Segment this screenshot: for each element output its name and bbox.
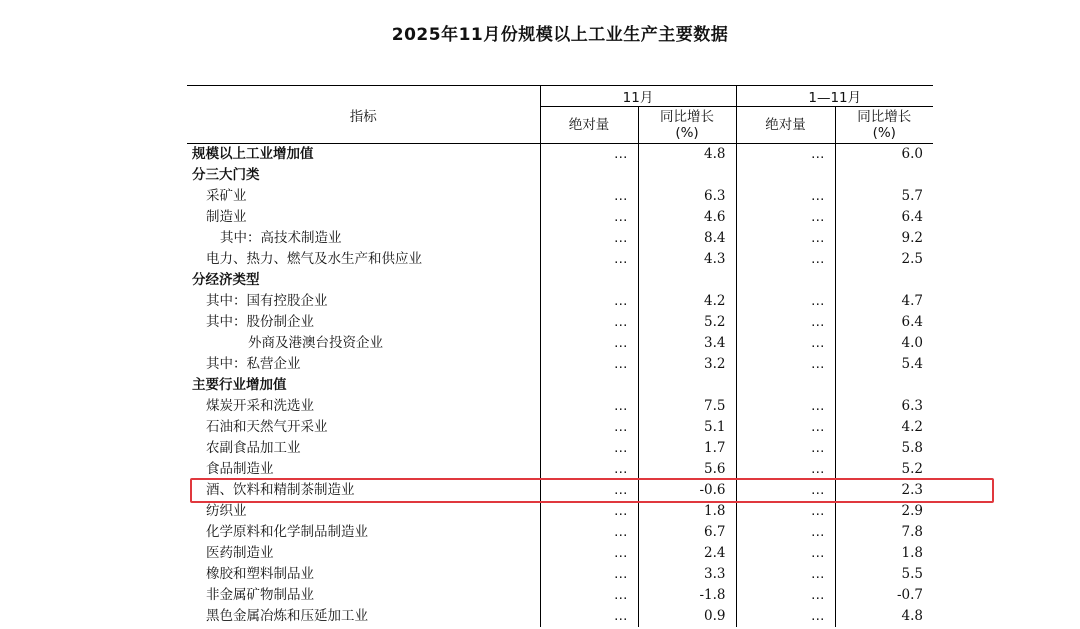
cell-abs-month: … xyxy=(540,501,638,522)
row-label: 农副食品加工业 xyxy=(206,440,301,456)
table-row xyxy=(187,354,933,375)
header-abs-ytd: 绝对量 xyxy=(736,107,835,144)
table-row xyxy=(187,207,933,228)
cell-abs-ytd: … xyxy=(736,543,835,564)
cell-abs-month xyxy=(540,375,638,396)
row-label: 非金属矿物制品业 xyxy=(206,587,314,603)
header-yoy-ytd xyxy=(835,107,933,144)
cell-yoy-month: 3.3 xyxy=(638,564,736,585)
cell-yoy-ytd: 2.9 xyxy=(835,501,933,522)
header-abs-month: 绝对量 xyxy=(540,107,638,144)
cell-abs-month: … xyxy=(540,459,638,480)
table-row xyxy=(187,333,933,354)
cell-abs-ytd: … xyxy=(736,417,835,438)
row-label: 其中：高技术制造业 xyxy=(220,230,342,246)
cell-abs-ytd: … xyxy=(736,291,835,312)
row-label: 化学原料和化学制品制造业 xyxy=(206,524,368,540)
header-period-ytd: 1—11月 xyxy=(736,86,933,107)
row-label: 橡胶和塑料制品业 xyxy=(206,566,314,582)
cell-yoy-ytd: 5.4 xyxy=(835,354,933,375)
row-label: 采矿业 xyxy=(206,188,247,204)
header-yoy-label: 同比增长 xyxy=(660,109,714,125)
table-row xyxy=(187,375,933,396)
row-label: 分三大门类 xyxy=(192,167,260,183)
table-row xyxy=(187,249,933,270)
header-indicator: 指标 xyxy=(187,86,540,144)
cell-abs-month: … xyxy=(540,144,638,166)
cell-yoy-month: 6.7 xyxy=(638,522,736,543)
cell-abs-ytd: … xyxy=(736,585,835,606)
row-label: 纺织业 xyxy=(206,503,247,519)
cell-yoy-ytd: 6.4 xyxy=(835,207,933,228)
cell-abs-ytd: … xyxy=(736,396,835,417)
row-label: 制造业 xyxy=(206,209,247,225)
cell-yoy-month: 4.6 xyxy=(638,207,736,228)
cell-yoy-month: 3.4 xyxy=(638,333,736,354)
row-label: 其中：私营企业 xyxy=(206,356,301,372)
cell-yoy-ytd: 6.0 xyxy=(835,144,933,166)
cell-yoy-month: 5.6 xyxy=(638,459,736,480)
cell-yoy-ytd: 5.2 xyxy=(835,459,933,480)
row-label: 医药制造业 xyxy=(206,545,274,561)
cell-abs-month: … xyxy=(540,291,638,312)
cell-yoy-ytd: 5.7 xyxy=(835,186,933,207)
cell-abs-ytd: … xyxy=(736,333,835,354)
cell-yoy-ytd: 7.8 xyxy=(835,522,933,543)
table-row xyxy=(187,291,933,312)
header-yoy-label: 同比增长 xyxy=(857,109,912,125)
cell-abs-month: … xyxy=(540,522,638,543)
cell-yoy-ytd: 1.8 xyxy=(835,543,933,564)
cell-abs-ytd: … xyxy=(736,606,835,627)
cell-yoy-month: 3.2 xyxy=(638,354,736,375)
cell-yoy-month: 0.9 xyxy=(638,606,736,627)
cell-abs-month: … xyxy=(540,186,638,207)
table-row xyxy=(187,312,933,333)
cell-yoy-ytd: 2.5 xyxy=(835,249,933,270)
cell-abs-month: … xyxy=(540,564,638,585)
table-row xyxy=(187,186,933,207)
cell-yoy-ytd xyxy=(835,270,933,291)
cell-abs-ytd: … xyxy=(736,354,835,375)
cell-yoy-month: 4.8 xyxy=(638,144,736,166)
cell-yoy-month: 5.2 xyxy=(638,312,736,333)
table-row xyxy=(187,270,933,291)
cell-abs-ytd: … xyxy=(736,501,835,522)
cell-yoy-month: 8.4 xyxy=(638,228,736,249)
table-row xyxy=(187,459,933,480)
cell-abs-month: … xyxy=(540,417,638,438)
cell-abs-month: … xyxy=(540,228,638,249)
cell-abs-month: … xyxy=(540,354,638,375)
row-label: 食品制造业 xyxy=(206,461,274,477)
row-label: 其中：国有控股企业 xyxy=(206,293,328,309)
table-row xyxy=(187,480,933,501)
cell-yoy-ytd: 4.0 xyxy=(835,333,933,354)
table-row xyxy=(187,165,933,186)
cell-yoy-month: 2.4 xyxy=(638,543,736,564)
cell-yoy-month: 1.7 xyxy=(638,438,736,459)
cell-yoy-month: 7.5 xyxy=(638,396,736,417)
cell-yoy-ytd: 6.3 xyxy=(835,396,933,417)
cell-abs-month xyxy=(540,270,638,291)
cell-abs-month: … xyxy=(540,249,638,270)
row-label: 外商及港澳台投资企业 xyxy=(248,335,383,351)
cell-yoy-month: 5.1 xyxy=(638,417,736,438)
row-label: 分经济类型 xyxy=(192,272,260,288)
header-yoy-unit: (%) xyxy=(675,125,699,141)
cell-abs-ytd: … xyxy=(736,312,835,333)
cell-yoy-month xyxy=(638,270,736,291)
cell-abs-ytd: … xyxy=(736,564,835,585)
cell-abs-ytd: … xyxy=(736,459,835,480)
header-yoy-month xyxy=(638,107,736,144)
row-label: 规模以上工业增加值 xyxy=(192,146,314,162)
table-row xyxy=(187,417,933,438)
cell-abs-ytd: … xyxy=(736,438,835,459)
cell-yoy-month: 4.3 xyxy=(638,249,736,270)
cell-yoy-month xyxy=(638,375,736,396)
cell-abs-month: … xyxy=(540,312,638,333)
table-row xyxy=(187,522,933,543)
cell-yoy-ytd: 2.3 xyxy=(835,480,933,501)
cell-abs-month: … xyxy=(540,543,638,564)
page-title: 2025年11月份规模以上工业生产主要数据 xyxy=(391,25,729,45)
cell-abs-ytd: … xyxy=(736,207,835,228)
row-label: 黑色金属冶炼和压延加工业 xyxy=(206,608,368,624)
cell-yoy-ytd xyxy=(835,165,933,186)
header-period-month: 11月 xyxy=(540,86,736,107)
cell-yoy-ytd: 5.5 xyxy=(835,564,933,585)
row-label: 石油和天然气开采业 xyxy=(206,419,328,435)
cell-abs-month: … xyxy=(540,480,638,501)
cell-abs-ytd: … xyxy=(736,480,835,501)
table-row xyxy=(187,564,933,585)
row-label: 酒、饮料和精制茶制造业 xyxy=(206,482,355,498)
cell-abs-month: … xyxy=(540,438,638,459)
cell-abs-ytd: … xyxy=(736,186,835,207)
table-row xyxy=(187,501,933,522)
table-row xyxy=(187,144,933,166)
cell-abs-month: … xyxy=(540,606,638,627)
cell-abs-month: … xyxy=(540,207,638,228)
cell-abs-month: … xyxy=(540,396,638,417)
table-row xyxy=(187,543,933,564)
row-label: 其中：股份制企业 xyxy=(206,314,314,330)
cell-abs-month: … xyxy=(540,585,638,606)
row-label: 主要行业增加值 xyxy=(192,377,287,393)
cell-abs-ytd xyxy=(736,270,835,291)
cell-yoy-month: 4.2 xyxy=(638,291,736,312)
cell-yoy-ytd: 4.8 xyxy=(835,606,933,627)
cell-abs-ytd: … xyxy=(736,249,835,270)
row-label: 煤炭开采和洗选业 xyxy=(206,398,314,414)
cell-yoy-ytd xyxy=(835,375,933,396)
data-table xyxy=(187,85,933,627)
cell-yoy-ytd: 4.2 xyxy=(835,417,933,438)
row-label: 电力、热力、燃气及水生产和供应业 xyxy=(206,251,422,267)
cell-yoy-ytd: 9.2 xyxy=(835,228,933,249)
cell-yoy-month xyxy=(638,165,736,186)
table-row xyxy=(187,228,933,249)
cell-abs-ytd xyxy=(736,165,835,186)
cell-yoy-ytd: 4.7 xyxy=(835,291,933,312)
cell-yoy-month: 6.3 xyxy=(638,186,736,207)
cell-abs-month: … xyxy=(540,333,638,354)
table-row xyxy=(187,438,933,459)
cell-abs-ytd xyxy=(736,375,835,396)
cell-abs-ytd: … xyxy=(736,144,835,166)
cell-abs-month xyxy=(540,165,638,186)
cell-yoy-month: -0.6 xyxy=(638,480,736,501)
cell-yoy-ytd: -0.7 xyxy=(835,585,933,606)
cell-abs-ytd: … xyxy=(736,522,835,543)
table-row xyxy=(187,396,933,417)
cell-yoy-month: 1.8 xyxy=(638,501,736,522)
cell-abs-ytd: … xyxy=(736,228,835,249)
table-row xyxy=(187,585,933,606)
header-yoy-unit: (%) xyxy=(872,125,896,141)
cell-yoy-ytd: 6.4 xyxy=(835,312,933,333)
cell-yoy-month: -1.8 xyxy=(638,585,736,606)
table-row xyxy=(187,606,933,627)
cell-yoy-ytd: 5.8 xyxy=(835,438,933,459)
